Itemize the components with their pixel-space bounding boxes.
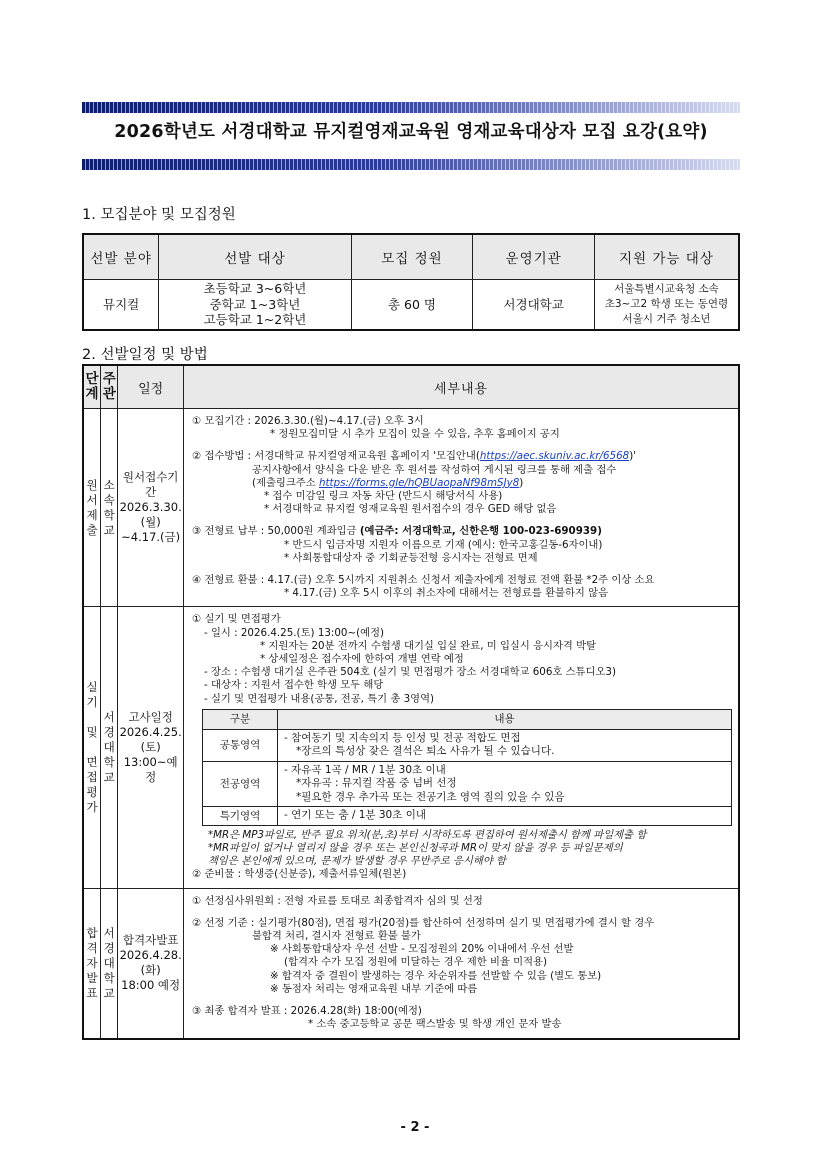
mr-note: *MR은 MP3파일로, 반주 필요 위치(분,초)부터 시작하도록 편집하여 원서제출시 함께 파일제출 함 xyxy=(207,828,647,841)
detail-line: - 대상자 : 지원서 접수한 학생 모두 해당 xyxy=(203,679,384,692)
detail-line: 불합격 처리, 결시자 전형료 환불 불가 xyxy=(251,930,421,943)
header-schedule: 일정 xyxy=(118,365,184,409)
details-evaluation xyxy=(183,607,739,888)
detail-line: * 상세일정은 접수자에 한하여 개별 연락 예정 xyxy=(259,653,464,666)
schedule-line: ~4.17.(금) xyxy=(121,530,181,545)
mr-note: *MR파일이 없거나 열리지 않을 경우 또는 본인신청곡과 MR이 맞지 않을 경우 등 파일문제의 xyxy=(207,842,623,855)
details-application xyxy=(183,409,739,607)
detail-text: )' xyxy=(629,450,637,463)
cell-quota: 총 60 명 xyxy=(351,280,473,331)
document-title: 2026학년도 서경대학교 뮤지컬영재교육원 영재교육대상자 모집 요강(요약) xyxy=(114,122,708,142)
schedule-line: 2026.3.30.(월) xyxy=(119,500,182,530)
inner-row-special xyxy=(202,807,731,826)
header-quota: 모집 정원 xyxy=(351,234,473,280)
eligible-line: 초3~고2 학생 또는 동연령 xyxy=(604,298,729,310)
stage-label: 합격자발표 xyxy=(86,925,98,1000)
quota-table-row xyxy=(83,280,739,331)
inner-header-content: 내용 xyxy=(277,709,731,729)
row-application xyxy=(83,409,739,607)
detail-line: * 사회통합대상자 중 기회균등전형 응시자는 전형료 면제 xyxy=(283,551,538,564)
detail-line: ① 선정심사위원회 : 전형 자료를 토대로 최종합격자 심의 및 선정 xyxy=(191,894,483,907)
detail-line: * 지원자는 20분 전까지 수험생 대기실 입실 완료, 미 입실시 응시자격 박탈 xyxy=(259,639,597,652)
inner-category: 전공영역 xyxy=(202,761,277,807)
section1-heading: 1. 모집분야 및 모집정원 xyxy=(82,207,236,223)
inner-line: *자유곡 : 뮤지컬 작품 중 넘버 선정 xyxy=(295,777,457,790)
schedule-application xyxy=(118,409,184,607)
cell-eligible xyxy=(594,280,739,331)
quota-table-header xyxy=(83,234,739,280)
detail-line xyxy=(192,477,732,490)
inner-line: - 참여동기 및 지속의지 등 인성 및 전공 적합도 면접 xyxy=(283,731,521,744)
inner-line: *필요한 경우 추가곡 또는 전공기초 영역 질의 있을 수 있음 xyxy=(295,790,565,803)
host-evaluation xyxy=(101,607,118,888)
schedule-line: 13:00~예정 xyxy=(123,755,178,785)
detail-line: * 정원모집미달 시 추가 모집이 있을 수 있음, 추후 홈페이지 공지 xyxy=(269,428,560,441)
header-field: 선발 분야 xyxy=(83,234,159,280)
detail-line: * 접수 미감일 링크 자동 차단 (반드시 해당서식 사용) xyxy=(263,490,503,503)
inner-content xyxy=(277,761,731,807)
detail-line: ② 준비물 : 학생증(신분증), 제출서류일체(원본) xyxy=(191,868,407,881)
detail-line: - 일시 : 2026.4.25.(토) 13:00~(예정) xyxy=(203,626,385,639)
detail-line: * 반드시 입금자명 지원자 이름으로 기재 (예시: 한국고홍길동-6자이내) xyxy=(283,538,603,551)
detail-line: ※ 동점자 처리는 영재교육원 내부 기준에 따름 xyxy=(269,982,478,995)
inner-category: 특기영역 xyxy=(202,807,277,826)
detail-line: 공지사항에서 양식을 다운 받은 후 원서를 작성하여 게시된 링크를 통해 제출 접수 xyxy=(251,463,617,476)
schedule-line: 2026.4.28.(화) xyxy=(119,948,182,978)
header-stage-char: 계 xyxy=(85,386,99,402)
header-target: 선발 대상 xyxy=(159,234,351,280)
schedule-line: 2026.4.25.(토) xyxy=(119,725,182,755)
cell-field: 뮤지컬 xyxy=(83,280,159,331)
page-number: - 2 - xyxy=(400,1120,430,1135)
stage-announcement xyxy=(83,888,101,1038)
detail-line: ① 모집기간 : 2026.3.30.(월)~4.17.(금) 오후 3시 xyxy=(191,415,424,427)
detail-line: - 실기 및 면접평가 내용(공통, 전공, 특기 총 3영역) xyxy=(203,692,435,705)
form-link[interactable]: https://forms.gle/hQBUaopaNf98mSJy8 xyxy=(318,476,520,489)
detail-line: ① 실기 및 면접평가 xyxy=(191,613,281,626)
schedule-evaluation xyxy=(118,607,184,888)
host-application xyxy=(101,409,118,607)
detail-line: ※ 사회통합대상자 우선 선발 - 모집정원의 20% 이내에서 우선 선발 xyxy=(269,943,574,956)
detail-line: - 장소 : 수험생 대기실 은주관 504호 (실기 및 면접평가 장소 서경대학교 606호 스튜디오3) xyxy=(203,666,616,679)
host-label: 소속학교 xyxy=(103,477,115,537)
header-details: 세부내용 xyxy=(183,365,739,409)
stage-label: 실 기 및 면 접 평 가 xyxy=(86,680,98,815)
header-host-char: 주 xyxy=(102,371,116,387)
detail-line: ③ 최종 합격자 발표 : 2026.4.28(화) 18:00(예정) xyxy=(191,1005,422,1018)
schedule-announcement xyxy=(118,888,184,1038)
detail-line: ④ 전형료 환불 : 4.17.(금) 오후 5시까지 지원취소 신청서 제출자에게 전형료 전액 환불 *2주 이상 소요 xyxy=(191,574,655,587)
header-stage-char: 단 xyxy=(85,371,99,387)
evaluation-content-table xyxy=(202,709,732,826)
inner-category: 공통영역 xyxy=(202,729,277,761)
detail-line: * 4.17.(금) 오후 5시 이후의 취소자에 대해서는 전형료를 환불하지 않음 xyxy=(283,587,609,600)
schedule-table-header xyxy=(83,365,739,409)
host-announcement xyxy=(101,888,118,1038)
detail-line xyxy=(192,450,732,463)
row-evaluation xyxy=(83,607,739,888)
header-host xyxy=(101,365,118,409)
title-bottom-bar xyxy=(82,159,740,170)
mr-note: 책임은 본인에게 있으며, 문제가 발생할 경우 무반주로 응시해야 함 xyxy=(207,855,507,868)
inner-line: - 연기 또는 춤 / 1분 30초 이내 xyxy=(283,809,427,822)
detail-line: * 소속 중고등학교 공문 팩스발송 및 학생 개인 문자 발송 xyxy=(307,1018,562,1031)
stage-label: 원서제출 xyxy=(86,477,98,537)
title-top-bar xyxy=(82,102,740,113)
cell-target xyxy=(159,280,351,331)
host-label: 서경대학교 xyxy=(103,710,115,785)
detail-text: (제출링크주소 xyxy=(251,476,319,489)
homepage-link[interactable]: https://aec.skuniv.ac.kr/6568 xyxy=(479,450,630,463)
eligible-line: 서울시 거주 청소년 xyxy=(622,313,711,325)
detail-text: ) xyxy=(519,476,524,489)
host-label: 서경대학교 xyxy=(103,925,115,1000)
inner-row-common xyxy=(202,729,731,761)
header-org: 운영기관 xyxy=(473,234,595,280)
detail-line: * 서경대학교 뮤지컬 영재교육원 원서접수의 경우 GED 해당 없음 xyxy=(263,503,557,516)
target-line: 중학교 1~3학년 xyxy=(209,296,301,312)
row-announcement xyxy=(83,888,739,1038)
detail-line xyxy=(192,525,732,538)
detail-line: ② 선정 기준 : 실기평가(80점), 면접 평가(20점)를 합산하여 선정하며 실기 및 면접평가에 결시 할 경우 xyxy=(191,916,655,929)
quota-table xyxy=(82,233,740,331)
schedule-line: 18:00 예정 xyxy=(121,978,181,993)
header-stage xyxy=(83,365,101,409)
details-announcement xyxy=(183,888,739,1038)
detail-line: ※ 합격자 중 결원이 발생하는 경우 차순위자를 선발할 수 있음 (별도 통보) xyxy=(269,969,602,982)
section2-heading: 2. 선발일정 및 방법 xyxy=(82,347,208,363)
stage-evaluation xyxy=(83,607,101,888)
detail-text: ③ 전형료 납부 : 50,000원 계좌입금 xyxy=(191,525,360,538)
inner-content xyxy=(277,807,731,826)
bank-account: (예금주: 서경대학교, 신한은행 100-023-690939) xyxy=(359,525,602,538)
inner-line: *장르의 특성상 잦은 결석은 퇴소 사유가 될 수 있습니다. xyxy=(295,745,555,758)
inner-header-category: 구분 xyxy=(202,709,277,729)
cell-org: 서경대학교 xyxy=(473,280,595,331)
inner-content xyxy=(277,729,731,761)
inner-line: - 자유곡 1곡 / MR / 1분 30초 이내 xyxy=(283,763,446,776)
inner-row-major xyxy=(202,761,731,807)
detail-line: (합격자 수가 모집 정원에 미달하는 경우 제한 비율 미적용) xyxy=(283,956,547,969)
header-eligible: 지원 가능 대상 xyxy=(594,234,739,280)
target-line: 고등학교 1~2학년 xyxy=(203,312,307,328)
schedule-table xyxy=(82,364,740,1040)
schedule-line: 원서접수기간 xyxy=(122,470,179,500)
detail-text: ② 접수방법 : 서경대학교 뮤지컬영재교육원 홈페이지 '모집안내( xyxy=(191,450,480,463)
target-line: 초등학교 3~6학년 xyxy=(203,281,307,297)
schedule-line: 합격자발표 xyxy=(122,933,179,948)
stage-application xyxy=(83,409,101,607)
eligible-line: 서울특별시교육청 소속 xyxy=(614,283,719,295)
schedule-line: 고사일정 xyxy=(128,710,173,725)
header-host-char: 관 xyxy=(102,386,116,402)
